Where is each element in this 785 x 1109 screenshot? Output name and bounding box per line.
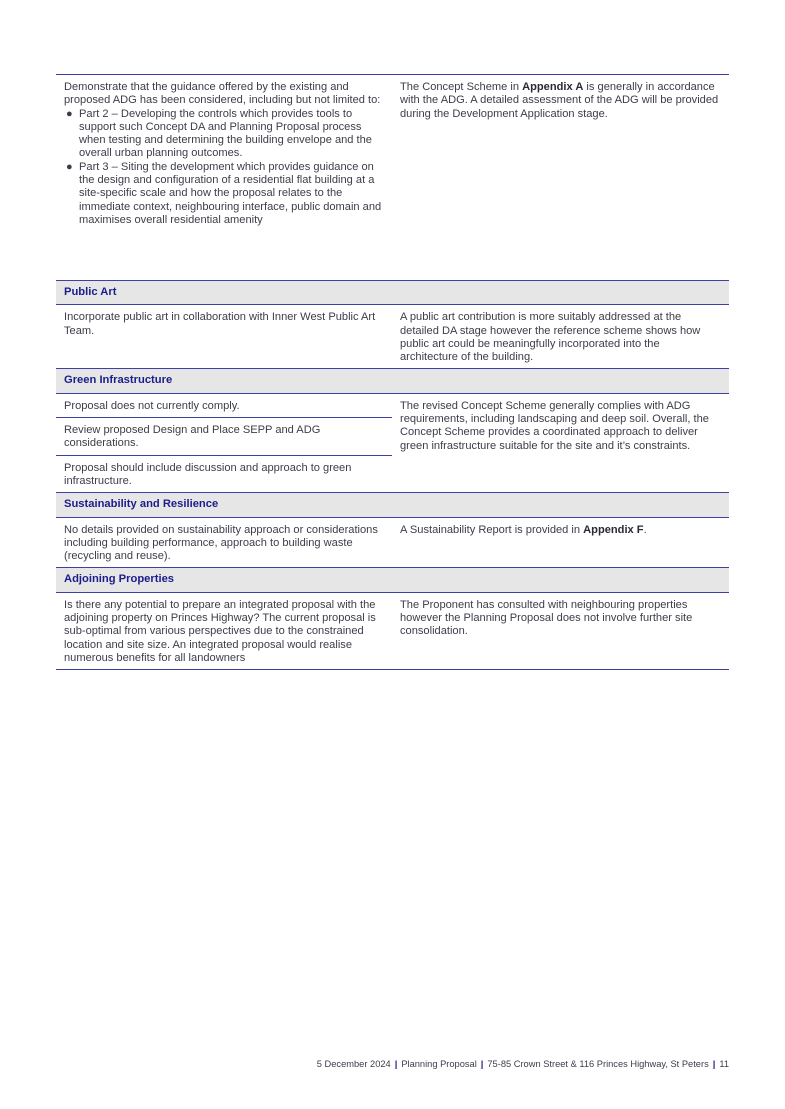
footer-separator: | [480,1059,484,1069]
page-number: 11 [719,1059,729,1069]
section-heading-row [56,369,729,393]
appendix-reference: Appendix A [522,81,584,93]
footer-date: 5 December 2024 [316,1059,391,1069]
requirement-cell: Review proposed Design and Place SEPP and ADG considerations. [64,424,321,450]
response-cell: The Concept Scheme in Appendix A is generally in accordance with the ADG. A detailed assessment of the ADG will be provided during the Development Application stage. [400,81,719,120]
response-cell: The revised Concept Scheme generally complies with ADG requirements, including landscaping and deep soil. Overall, the Concept Scheme provides a coordinated approach to deliver green infrastructure suitable for the site and it’s constraints. [400,399,709,452]
footer-separator: | [394,1059,398,1069]
requirement-cell: Proposal should include discussion and approach to green infrastructure. [64,461,352,487]
footer-address: 75-85 Crown Street & 116 Princes Highway, St Peters [487,1059,709,1069]
section-heading: Adjoining Properties [64,573,175,586]
requirement-cell: Proposal does not currently comply. [64,399,240,412]
requirement-cell: No details provided on sustainability approach or considerations including building performance, approach to building waste (recycling and reuse). [64,523,378,563]
list-item: ● Part 2 – Developing the controls which provides tools to support such Concept DA and Planning Proposal process when testing and determining the building envelope and the overall urban planning outcomes. [66,107,372,160]
section-heading: Green Infrastructure [64,374,173,387]
table-row [56,75,729,281]
page-footer [317,1059,729,1069]
footer-separator: | [712,1059,716,1069]
bullet-list [64,108,388,228]
footer-document: Planning Proposal [401,1059,477,1069]
assessment-table [56,74,729,670]
table-row [56,305,729,369]
table-subrow [56,394,392,418]
section-heading: Sustainability and Resilience [64,498,219,511]
requirement-cell: Incorporate public art in collaboration with Inner West Public Art Team. [64,311,376,337]
section-heading: Public Art [64,286,117,298]
table-subrow [56,418,392,456]
bullet-icon: ● [66,160,73,173]
section-heading-row [56,493,729,517]
requirement-group [56,394,392,492]
section-heading-row [56,281,729,305]
requirement-lead: Demonstrate that the guidance offered by the existing and proposed ADG has been considered, including but not limited to: [64,81,381,107]
list-item: ● Part 3 – Siting the development which provides guidance on the design and configuration of a residential flat building at a site-specific scale and how the proposal relates to the immediate context, neighbouring interface, public domain and maximises overall residential amenity [66,160,382,226]
response-cell: The Proponent has consulted with neighbouring properties however the Planning Proposal does not involve further site consolidation. [400,598,693,638]
requirement-cell: Is there any potential to prepare an integrated proposal with the adjoining property on Princes Highway? The current proposal is sub-optimal from various perspectives due to the constrained location and site size. An integrated proposal would realise numerous benefits for all landowners [64,598,376,664]
section-heading-row [56,568,729,592]
table-subrow [56,456,392,493]
table-row [56,593,729,670]
table-row [56,518,729,569]
appendix-reference: Appendix F [583,523,644,536]
requirement-cell [56,75,392,280]
bullet-icon: ● [66,107,73,120]
table-row [56,394,729,493]
response-cell: A public art contribution is more suitably addressed at the detailed DA stage however the reference scheme shows how public art could be meaningfully incorporated into the architecture of the building. [400,311,701,364]
response-cell: A Sustainability Report is provided in Appendix F. [400,523,647,536]
